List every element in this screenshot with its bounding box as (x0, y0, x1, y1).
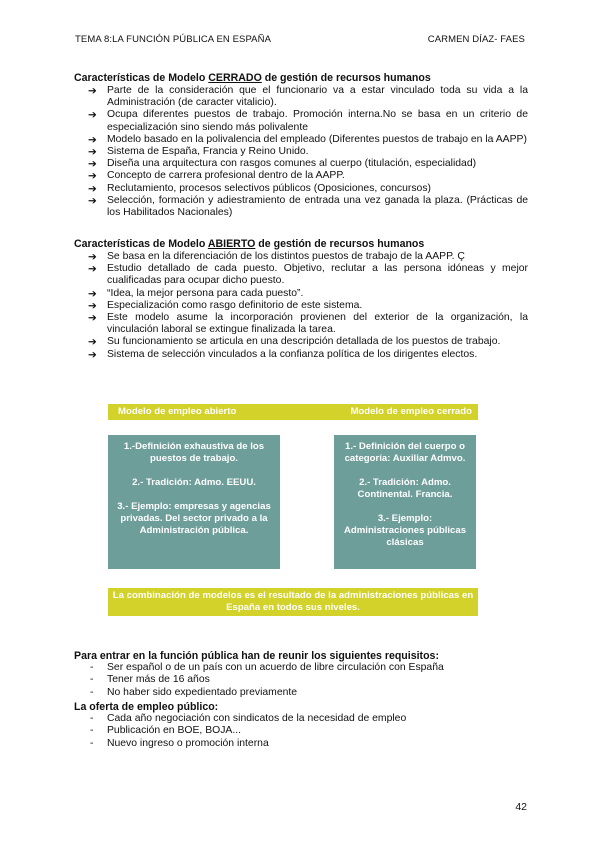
arrow-icon: ➔ (88, 158, 97, 171)
list-item-text: Publicación en BOE, BOJA... (107, 725, 241, 737)
list-item (88, 146, 528, 158)
list-item (88, 195, 528, 219)
closed-title-prefix: Características de Modelo (74, 72, 209, 84)
closed-model-point: 2.- Tradición: Admo. Continental. Francia. (357, 477, 453, 500)
arrow-icon: ➔ (88, 263, 97, 276)
page-header (75, 34, 525, 48)
arrow-icon: ➔ (88, 85, 97, 97)
list-item (88, 288, 528, 300)
open-model-point: 1.-Definición exhaustiva de los puestos de trabajo. (123, 441, 265, 464)
arrow-icon: ➔ (88, 336, 97, 349)
header-topic: TEMA 8:LA FUNCIÓN PÚBLICA EN ESPAÑA (75, 34, 272, 45)
combination-bar (108, 588, 478, 616)
requirements-title: Para entrar en la función pública han de reunir los siguientes requisitos: (74, 650, 439, 662)
closed-model-title (74, 72, 431, 84)
list-item (88, 725, 528, 737)
list-item-text: Nuevo ingreso o promoción interna (107, 737, 269, 749)
arrow-icon: ➔ (88, 170, 97, 183)
list-item-text: “Idea, la mejor persona para cada puesto”. (107, 287, 304, 299)
list-item (88, 251, 528, 263)
list-item (88, 183, 528, 195)
header-author: CARMEN DÍAZ- FAES (427, 34, 525, 45)
list-item-text: Especialización como rasgo definitorio de este sistema. (107, 299, 363, 311)
open-model-box (108, 435, 280, 569)
list-item-text: Tener más de 16 años (107, 674, 210, 686)
list-item-text: Cada año negociación con sindicatos de la necesidad de empleo (107, 713, 407, 724)
closed-model-point: 1.- Definición del cuerpo o categoría: Auxiliar Admvo. (344, 441, 466, 464)
arrow-icon: ➔ (88, 299, 97, 312)
arrow-icon: ➔ (88, 146, 97, 159)
open-model-point: 3.- Ejemplo: empresas y agencias privadas. Del sector privado a la Administración pública. (117, 501, 271, 536)
combination-text: La combinación de modelos es el resultado de la administraciones públicas en España en todos sus niveles. (112, 590, 474, 613)
dash-icon: - (90, 725, 94, 737)
dash-icon: - (90, 674, 94, 686)
list-item-text: Estudio detallado de cada puesto. Objetivo, reclutar a las persona idóneas y mejor cualificadas para ocupar dicho puesto. (107, 263, 528, 287)
list-item-text: Sistema de España, Francia y Reino Unido. (107, 146, 309, 158)
list-item-text: Reclutamiento, procesos selectivos públicos (Oposiciones, concursos) (107, 182, 431, 194)
list-item-text: Se basa en la diferenciación de los distintos puestos de trabajo de la AAPP. Ç (107, 251, 465, 262)
open-title-emphasis: ABIERTO (207, 238, 256, 250)
list-item-text: Sistema de selección vinculados a la confianza política de los dirigentes electos. (107, 348, 478, 360)
list-item-text: Modelo basado en la polivalencia del empleado (Diferentes puestos de trabajo en la AAPP) (107, 133, 527, 145)
closed-model-box (334, 435, 476, 569)
requirements-list (88, 662, 528, 699)
dash-icon: - (90, 686, 94, 698)
open-title-suffix: de gestión de recursos humanos (255, 238, 425, 250)
arrow-icon: ➔ (88, 348, 97, 361)
public-offer-title: La oferta de empleo público: (74, 701, 219, 713)
open-title-prefix: Características de Modelo (74, 238, 208, 250)
closed-title-emphasis: CERRADO (208, 72, 262, 84)
list-item (88, 263, 528, 287)
list-item (88, 134, 528, 146)
list-item (88, 662, 528, 674)
list-item (88, 336, 528, 348)
open-model-point: 2.- Tradición: Admo. EEUU. (132, 477, 256, 488)
list-item-text: No haber sido expedientado previamente (107, 686, 298, 698)
arrow-icon: ➔ (88, 287, 97, 300)
arrow-icon: ➔ (88, 182, 97, 195)
list-item (88, 109, 528, 133)
arrow-icon: ➔ (88, 109, 97, 122)
list-item (88, 85, 528, 109)
models-header-bar (108, 404, 478, 420)
dash-icon: - (90, 713, 94, 724)
closed-model-heading: Modelo de empleo cerrado (350, 406, 472, 417)
closed-model-point: 3.- Ejemplo: Administraciones públicas clásicas (343, 513, 467, 548)
list-item (88, 300, 528, 312)
open-model-heading: Modelo de empleo abierto (118, 406, 237, 417)
list-item-text: Este modelo asume la incorporación provienen del exterior de la organización, la vinculación laboral se extingue finalizada la tarea. (107, 312, 528, 336)
arrow-icon: ➔ (88, 251, 97, 263)
list-item-text: Diseña una arquitectura con rasgos comunes al cuerpo (titulación, especialidad) (107, 158, 477, 170)
list-item-text: Selección, formación y adiestramiento de entrada una vez ganada la plaza. (Prácticas de los Habilitados Nacionales) (107, 194, 528, 219)
list-item (88, 170, 528, 182)
list-item-text: Ocupa diferentes puestos de trabajo. Promoción interna.No se basa en un criterio de especialización sino siendo más polivalente (107, 109, 528, 133)
list-item-text: Ser español o de un país con un acuerdo de libre circulación con España (107, 662, 444, 673)
open-model-list (88, 251, 528, 361)
list-item-text: Concepto de carrera profesional dentro de la AAPP. (107, 170, 345, 182)
dash-icon: - (90, 662, 94, 673)
list-item-text: Parte de la consideración que el funcionario va a estar vinculado toda su vida a la Administración (de caracter vitalicio). (107, 85, 528, 109)
arrow-icon: ➔ (88, 194, 97, 207)
list-item-text: Su funcionamiento se articula en una descripción detallada de los puestos de trabajo. (107, 336, 501, 348)
page-number: 42 (515, 801, 527, 813)
arrow-icon: ➔ (88, 133, 97, 146)
closed-model-list (88, 85, 528, 219)
list-item (88, 349, 528, 361)
dash-icon: - (90, 737, 94, 749)
list-item (88, 687, 528, 699)
list-item (88, 738, 528, 750)
list-item (88, 312, 528, 336)
public-offer-list (88, 713, 528, 750)
list-item (88, 713, 528, 725)
closed-title-suffix: de gestión de recursos humanos (261, 72, 431, 84)
list-item (88, 158, 528, 170)
arrow-icon: ➔ (88, 312, 97, 325)
list-item (88, 674, 528, 686)
open-model-title (74, 238, 424, 250)
